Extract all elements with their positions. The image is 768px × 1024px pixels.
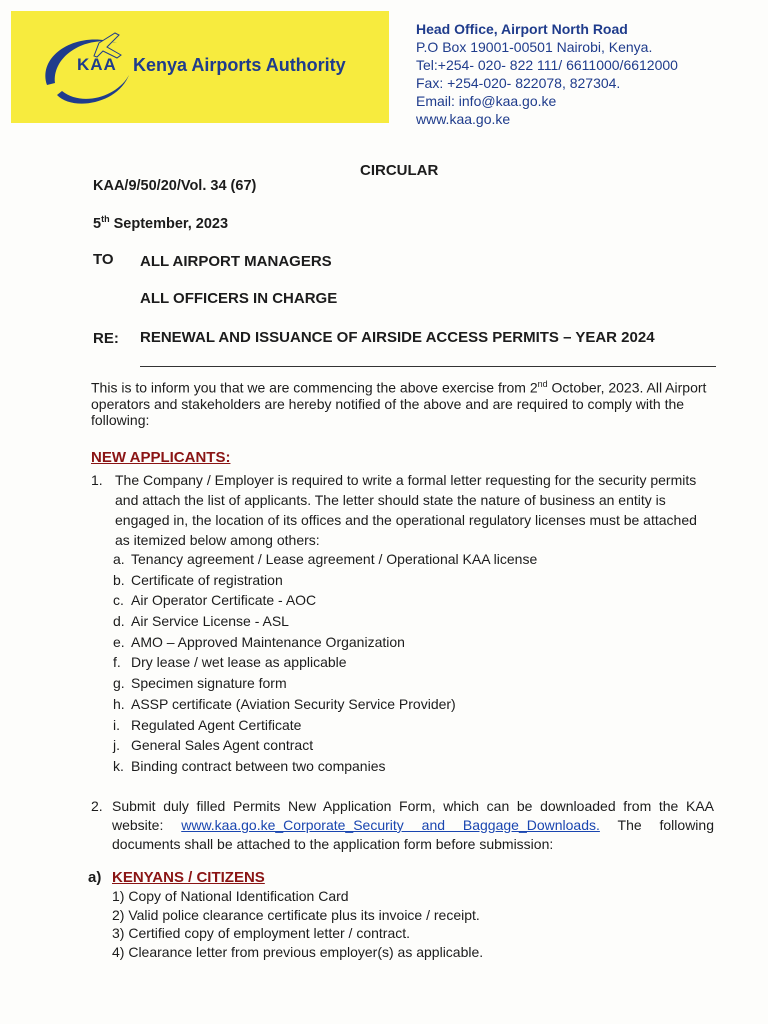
list-item: 3) Certified copy of employment letter / contract. (112, 925, 411, 941)
list-item (113, 551, 537, 572)
logo-abbreviation: KAA (77, 55, 117, 74)
item-text (112, 797, 714, 854)
subject-underline (140, 366, 716, 367)
list-item (113, 675, 537, 696)
new-applicants-heading: NEW APPLICANTS: (91, 449, 231, 466)
address-tel: Tel:+254- 020- 822 111/ 6611000/6612000 (416, 57, 678, 73)
list-text: Certificate of registration (131, 571, 283, 588)
list-item: 4) Clearance letter from previous employer(s) as applicable. (112, 943, 484, 960)
required-licenses-list (113, 551, 537, 779)
reference-number: KAA/9/50/20/Vol. 34 (67) (93, 178, 257, 194)
subject-line: RENEWAL AND ISSUANCE OF AIRSIDE ACCESS PERMITS – YEAR 2024 (140, 329, 655, 346)
list-text: Specimen signature form (131, 675, 287, 692)
list-text: ASSP certificate (Aviation Security Service Provider) (131, 695, 456, 712)
list-letter: e. (113, 633, 125, 650)
addressee-airport-managers: ALL AIRPORT MANAGERS (140, 253, 332, 270)
list-item (113, 592, 537, 613)
list-letter: g. (113, 675, 125, 692)
section-marker: a) (88, 869, 102, 886)
letter-date (93, 214, 228, 232)
organization-name: Kenya Airports Authority (133, 55, 346, 75)
date-rest: September, 2023 (109, 215, 229, 232)
address-po-box: P.O Box 19001-00501 Nairobi, Kenya. (416, 39, 653, 55)
list-item: 2) Valid police clearance certificate plus its invoice / receipt. (112, 906, 480, 923)
list-item (113, 572, 537, 593)
list-letter: c. (113, 592, 124, 609)
list-text: Tenancy agreement / Lease agreement / Operational KAA license (131, 551, 538, 567)
address-website[interactable]: www.kaa.go.ke (416, 111, 511, 127)
list-text: Air Operator Certificate - AOC (131, 592, 317, 609)
date-day: 5 (93, 215, 102, 232)
list-item (113, 737, 537, 758)
list-letter: f. (113, 654, 121, 671)
list-letter: a. (113, 551, 125, 567)
list-item: 1) Copy of National Identification Card (112, 888, 349, 904)
to-label: TO (93, 251, 114, 268)
downloads-link[interactable]: www.kaa.go.ke_Corporate_Security and Baggage_Downloads. (181, 817, 600, 833)
citizen-documents-list (112, 888, 483, 962)
list-text: AMO – Approved Maintenance Organization (131, 633, 405, 650)
list-text: Air Service License - ASL (131, 613, 289, 630)
list-letter: j. (113, 737, 120, 754)
intro-superscript: nd (537, 379, 548, 389)
item-number: 1. (91, 472, 103, 488)
intro-part-b: October, 2023. All Airport operators and stakeholders are hereby notified of the above and are required to comply with the following: (91, 379, 707, 428)
document-type-title: CIRCULAR (360, 162, 439, 179)
item-number: 2. (91, 798, 103, 814)
intro-paragraph (91, 376, 721, 428)
item2-text-a: Submit duly filled Permits New Application Form, which can be downloaded from the KAA website: (112, 798, 714, 833)
list-text: Binding contract between two companies (131, 757, 386, 774)
date-suffix: th (101, 214, 110, 224)
head-office-address (416, 20, 756, 128)
list-letter: k. (113, 757, 124, 774)
list-letter: h. (113, 695, 125, 712)
item2-text-b: The following documents shall be attached to the application form before submission: (112, 817, 714, 852)
addressee-officers-in-charge: ALL OFFICERS IN CHARGE (140, 290, 338, 307)
list-text: Dry lease / wet lease as applicable (131, 654, 347, 671)
list-item (113, 613, 537, 634)
logo-band (11, 11, 389, 123)
intro-part-a: This is to inform you that we are commencing the above exercise from 2 (91, 379, 538, 396)
list-item (113, 634, 537, 655)
list-item (113, 696, 537, 717)
list-letter: b. (113, 571, 125, 588)
list-item (113, 654, 537, 675)
list-letter: d. (113, 613, 125, 630)
list-item (113, 717, 537, 738)
address-title: Head Office, Airport North Road (416, 21, 628, 37)
re-label: RE: (93, 330, 119, 347)
list-text: General Sales Agent contract (131, 737, 314, 754)
kenyans-citizens-heading: KENYANS / CITIZENS (112, 869, 265, 886)
list-letter: i. (113, 716, 120, 733)
address-fax: Fax: +254-020- 822078, 827304. (416, 75, 621, 91)
list-text: Regulated Agent Certificate (131, 716, 302, 733)
list-item (113, 758, 537, 779)
address-email[interactable]: Email: info@kaa.go.ke (416, 93, 557, 109)
item-text: The Company / Employer is required to write a formal letter requesting for the security permits and attach the list of applicants. The letter should state the nature of business an entity is engaged in, the location of its offices and the operational regulatory licenses must be attached as itemized below among others: (115, 472, 697, 548)
